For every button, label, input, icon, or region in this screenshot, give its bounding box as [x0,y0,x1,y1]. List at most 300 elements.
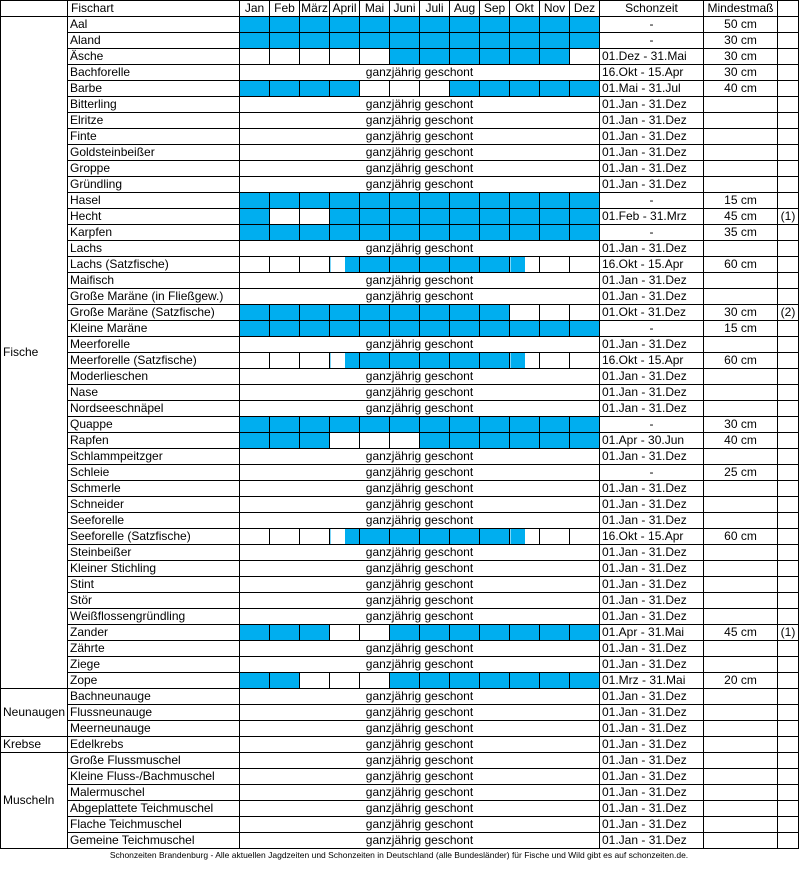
month-cell [480,225,510,241]
month-cell [450,49,480,65]
month-cell [570,49,600,65]
month-cell [540,193,570,209]
schonzeit-value: 01.Jan - 31.Dez [600,385,704,401]
table-row [1,257,799,273]
table-row [1,513,799,529]
month-cell [510,673,540,689]
month-cell [420,81,450,97]
month-cell [360,673,390,689]
month-header-apr: April [330,1,360,17]
month-cell [420,257,450,273]
closed-all-year: ganzjährig geschont [240,577,600,593]
table-row [1,801,799,817]
month-header-jul: Juli [420,1,450,17]
mindestmass-value [704,129,778,145]
month-cell [510,225,540,241]
mindestmass-value [704,753,778,769]
fish-name: Zope [68,673,240,689]
month-cell [570,529,600,545]
month-cell [390,673,420,689]
schonzeit-value: 01.Jan - 31.Dez [600,97,704,113]
mindestmass-value [704,497,778,513]
mindestmass-value [704,721,778,737]
month-cell [450,193,480,209]
table-row [1,673,799,689]
table-row [1,353,799,369]
mindestmass-value: 30 cm [704,417,778,433]
month-cell [240,433,270,449]
fish-name: Große Flussmuschel [68,753,240,769]
schonzeit-value: 01.Jan - 31.Dez [600,609,704,625]
schonzeit-value: 01.Jan - 31.Dez [600,241,704,257]
schonzeit-value: - [600,193,704,209]
month-cell [360,17,390,33]
footnote-ref [778,257,799,273]
month-cell [570,17,600,33]
footnote-ref [778,433,799,449]
month-cell [540,17,570,33]
schonzeit-value: 01.Jan - 31.Dez [600,737,704,753]
month-cell [300,353,330,369]
month-cell [330,305,360,321]
fish-name: Hecht [68,209,240,225]
fish-name: Gründling [68,177,240,193]
schonzeit-value: 01.Jan - 31.Dez [600,753,704,769]
closed-all-year: ganzjährig geschont [240,641,600,657]
footnote-ref [778,193,799,209]
table-row [1,721,799,737]
mindestmass-value [704,689,778,705]
fish-name: Weißflossengründling [68,609,240,625]
table-row [1,289,799,305]
fish-name: Elritze [68,113,240,129]
month-cell [390,353,420,369]
table-row [1,529,799,545]
mindestmass-value [704,593,778,609]
footnote-ref [778,593,799,609]
fish-name: Abgeplattete Teichmuschel [68,801,240,817]
footnote-ref [778,609,799,625]
month-cell [390,49,420,65]
month-cell [540,209,570,225]
footnote-ref [778,401,799,417]
schonzeit-value: 01.Jan - 31.Dez [600,177,704,193]
schonzeit-value: 01.Jan - 31.Dez [600,785,704,801]
month-cell [540,305,570,321]
month-header-nov: Nov [540,1,570,17]
mindestmass-value [704,369,778,385]
mindestmass-value [704,657,778,673]
month-cell [270,321,300,337]
month-header-aug: Aug [450,1,480,17]
footnote-ref [778,113,799,129]
footnote-ref [778,241,799,257]
month-cell [420,353,450,369]
month-cell [240,529,270,545]
month-cell [540,673,570,689]
month-cell [270,33,300,49]
mindestmass-value [704,273,778,289]
closed-all-year: ganzjährig geschont [240,337,600,353]
month-cell [450,433,480,449]
table-body [1,17,799,849]
table-row [1,769,799,785]
group-label: Krebse [1,737,68,753]
fish-name: Flache Teichmuschel [68,817,240,833]
mindestmass-value [704,97,778,113]
month-cell [330,81,360,97]
table-row [1,465,799,481]
month-cell [240,193,270,209]
schonzeit-value: 01.Apr - 30.Jun [600,433,704,449]
month-cell [300,673,330,689]
table-row [1,497,799,513]
mindestmass-value: 50 cm [704,17,778,33]
schonzeit-value: 01.Jan - 31.Dez [600,801,704,817]
month-cell [540,33,570,49]
footnote-ref [778,49,799,65]
mindestmass-value: 20 cm [704,673,778,689]
fish-name: Stör [68,593,240,609]
month-header-okt: Okt [510,1,540,17]
month-cell [300,257,330,273]
footnote-ref [778,769,799,785]
fish-name: Nordseeschnäpel [68,401,240,417]
month-cell [240,49,270,65]
fish-name: Große Maräne (in Fließgew.) [68,289,240,305]
month-cell [240,225,270,241]
footnote-ref [778,97,799,113]
closed-all-year: ganzjährig geschont [240,385,600,401]
month-cell [570,193,600,209]
month-cell [330,33,360,49]
closed-all-year: ganzjährig geschont [240,785,600,801]
footnote-ref [778,289,799,305]
mindestmass-value: 15 cm [704,193,778,209]
mindestmass-value [704,785,778,801]
fish-name: Barbe [68,81,240,97]
month-cell [420,17,450,33]
table-row [1,113,799,129]
table-row [1,785,799,801]
table-row [1,225,799,241]
footnote-ref [778,801,799,817]
mindestmass-value [704,561,778,577]
month-cell [240,417,270,433]
schonzeit-value: 01.Jan - 31.Dez [600,369,704,385]
month-cell [420,433,450,449]
schonzeit-value: 01.Mai - 31.Jul [600,81,704,97]
month-cell [300,417,330,433]
closed-all-year: ganzjährig geschont [240,465,600,481]
month-cell [270,81,300,97]
closed-all-year: ganzjährig geschont [240,161,600,177]
month-cell [330,417,360,433]
mindestmass-value: 30 cm [704,49,778,65]
month-cell [360,529,390,545]
footnote-ref [778,817,799,833]
fish-name: Aland [68,33,240,49]
month-cell [450,529,480,545]
fishart-header: Fischart [68,1,240,17]
mindestmass-value: 35 cm [704,225,778,241]
footnote-ref [778,833,799,849]
schonzeit-value: 01.Jan - 31.Dez [600,817,704,833]
month-header-jun: Juni [390,1,420,17]
schonzeit-value: 01.Jan - 31.Dez [600,577,704,593]
month-cell [570,305,600,321]
schonzeit-value: 16.Okt - 15.Apr [600,353,704,369]
mindestmass-value: 15 cm [704,321,778,337]
month-cell [480,49,510,65]
table-row [1,49,799,65]
schonzeit-value: 01.Feb - 31.Mrz [600,209,704,225]
month-cell [480,257,510,273]
closed-all-year: ganzjährig geschont [240,545,600,561]
table-row [1,833,799,849]
fish-name: Steinbeißer [68,545,240,561]
month-cell [330,433,360,449]
footnote-ref [778,641,799,657]
month-cell [480,81,510,97]
footnote-ref [778,657,799,673]
fish-name: Meerneunauge [68,721,240,737]
mindestmass-value: 30 cm [704,65,778,81]
table-row [1,417,799,433]
fish-name: Nase [68,385,240,401]
month-cell [300,433,330,449]
table-row [1,657,799,673]
schonzeit-value: 01.Jan - 31.Dez [600,833,704,849]
month-cell [570,225,600,241]
month-cell [300,33,330,49]
month-cell [510,529,540,545]
month-cell [300,81,330,97]
mindestmass-value [704,705,778,721]
footnote-ref [778,321,799,337]
fish-name: Große Maräne (Satzfische) [68,305,240,321]
footnote-ref [778,17,799,33]
month-cell [510,321,540,337]
closed-all-year: ganzjährig geschont [240,97,600,113]
month-cell [540,625,570,641]
month-cell [240,257,270,273]
closed-all-year: ganzjährig geschont [240,289,600,305]
mindestmass-value [704,289,778,305]
schonzeit-value: 01.Jan - 31.Dez [600,705,704,721]
month-cell [270,49,300,65]
month-cell [270,209,300,225]
month-cell [300,209,330,225]
footnote-ref [778,737,799,753]
month-cell [270,193,300,209]
fish-name: Schneider [68,497,240,513]
month-cell [390,305,420,321]
month-cell [360,49,390,65]
month-cell [510,417,540,433]
schonzeit-value: 01.Jan - 31.Dez [600,689,704,705]
footnote-ref [778,417,799,433]
month-cell [540,321,570,337]
fish-name: Schmerle [68,481,240,497]
month-cell [480,673,510,689]
mindestmass-value [704,545,778,561]
footnote-ref [778,337,799,353]
mindestmass-value: 25 cm [704,465,778,481]
month-cell [270,433,300,449]
month-cell [330,673,360,689]
table-row [1,433,799,449]
month-cell [540,49,570,65]
closed-all-year: ganzjährig geschont [240,609,600,625]
table-row [1,369,799,385]
closed-all-year: ganzjährig geschont [240,753,600,769]
footnote-ref: (1) [778,625,799,641]
mindestmass-value [704,737,778,753]
month-cell [450,353,480,369]
month-cell [330,625,360,641]
fish-name: Bachforelle [68,65,240,81]
month-cell [480,33,510,49]
schonzeit-value: 01.Jan - 31.Dez [600,273,704,289]
closed-all-year: ganzjährig geschont [240,817,600,833]
footer-note: Schonzeiten Brandenburg - Alle aktuellen Jagdzeiten und Schonzeiten in Deutschland (alle Bundesländer) für Fische und Wild gibt es auf schonzeiten.de. [109,850,689,860]
month-cell [510,305,540,321]
month-cell [360,321,390,337]
month-cell [540,417,570,433]
fish-name: Goldsteinbeißer [68,145,240,161]
mindestmass-value [704,337,778,353]
month-cell [240,81,270,97]
month-cell [540,257,570,273]
closed-all-year: ganzjährig geschont [240,737,600,753]
fish-name: Lachs [68,241,240,257]
month-cell [570,81,600,97]
closed-all-year: ganzjährig geschont [240,769,600,785]
mindestmass-value: 45 cm [704,209,778,225]
mindestmass-value [704,513,778,529]
footnote-ref [778,369,799,385]
footnote-ref [778,81,799,97]
fish-name: Meerforelle [68,337,240,353]
footnote-ref: (1) [778,209,799,225]
schonzeit-value: - [600,417,704,433]
mindestmass-value [704,401,778,417]
fish-name: Finte [68,129,240,145]
mindestmass-value [704,481,778,497]
footnote-ref [778,497,799,513]
month-cell [510,33,540,49]
month-header-mar: März [301,1,328,15]
mindestmass-value: 40 cm [704,81,778,97]
closed-all-year: ganzjährig geschont [240,449,600,465]
month-cell [270,625,300,641]
footnote-ref [778,721,799,737]
closed-all-year: ganzjährig geschont [240,497,600,513]
mindestmass-value [704,817,778,833]
schonzeit-value: 16.Okt - 15.Apr [600,65,704,81]
table-row [1,81,799,97]
footnote-ref [778,529,799,545]
mindestmass-value [704,449,778,465]
month-cell [240,321,270,337]
footnote-ref [778,161,799,177]
mindestmass-value: 60 cm [704,257,778,273]
month-cell [240,17,270,33]
mindestmass-value [704,769,778,785]
month-cell [300,625,330,641]
month-cell [270,529,300,545]
month-cell [480,193,510,209]
mindestmass-value [704,385,778,401]
schonzeit-value: 01.Okt - 31.Dez [600,305,704,321]
month-cell [390,81,420,97]
fish-name: Aal [68,17,240,33]
month-cell [270,305,300,321]
closed-all-year: ganzjährig geschont [240,273,600,289]
footnote-ref [778,785,799,801]
month-cell [480,209,510,225]
footnote-ref [778,225,799,241]
group-label: Neunaugen [1,689,68,737]
month-cell [270,257,300,273]
footnote-ref [778,705,799,721]
month-cell [360,433,390,449]
table-row [1,193,799,209]
table-row [1,273,799,289]
fish-name: Meerforelle (Satzfische) [68,353,240,369]
month-cell [390,225,420,241]
fish-name: Schlammpeitzger [68,449,240,465]
month-cell [570,33,600,49]
month-cell [390,193,420,209]
month-cell [390,417,420,433]
fish-name: Maifisch [68,273,240,289]
table-row [1,609,799,625]
fish-name: Flussneunauge [68,705,240,721]
fish-name: Äsche [68,49,240,65]
month-cell [510,257,540,273]
fish-name: Bachneunauge [68,689,240,705]
fish-name: Seeforelle (Satzfische) [68,529,240,545]
month-cell [300,305,330,321]
footnote-ref [778,513,799,529]
month-header-dez: Dez [570,1,600,17]
footnote-ref [778,273,799,289]
mindestmass-value [704,801,778,817]
schonzeit-value: 01.Jan - 31.Dez [600,161,704,177]
month-cell [420,529,450,545]
month-cell [480,321,510,337]
mindestmass-value: 45 cm [704,625,778,641]
fish-name: Kleine Maräne [68,321,240,337]
month-cell [330,193,360,209]
month-cell [270,353,300,369]
table-row [1,321,799,337]
schonzeit-value: 01.Jan - 31.Dez [600,561,704,577]
table-row [1,689,799,705]
schonzeit-value: 01.Jan - 31.Dez [600,129,704,145]
schonzeit-value: 16.Okt - 15.Apr [600,529,704,545]
fish-name: Kleine Fluss-/Bachmuschel [68,769,240,785]
fish-name: Karpfen [68,225,240,241]
table-row [1,737,799,753]
footnote-ref [778,145,799,161]
mindestmass-value [704,577,778,593]
month-cell [510,17,540,33]
closed-all-year: ganzjährig geschont [240,593,600,609]
month-cell [450,305,480,321]
